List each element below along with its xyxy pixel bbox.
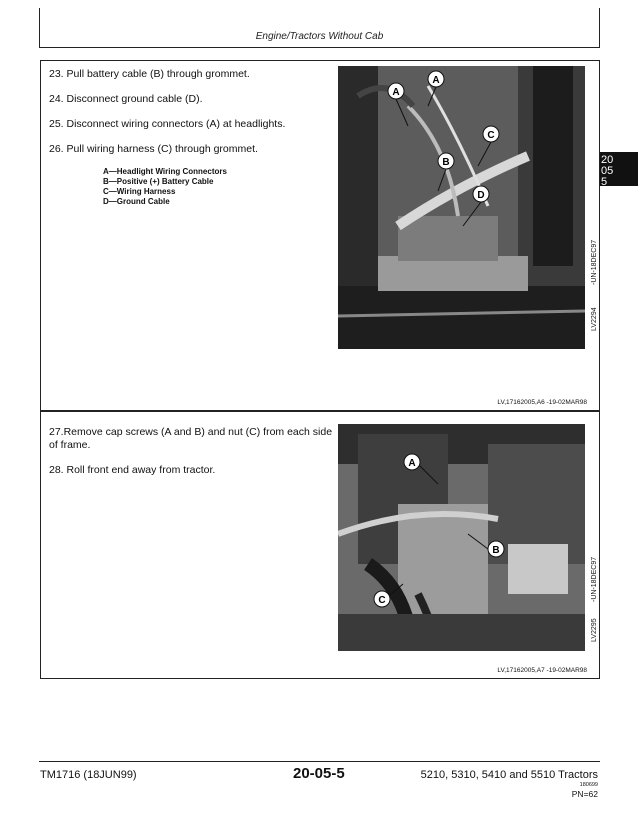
legend-item-a: A—Headlight Wiring Connectors xyxy=(103,167,227,176)
step-27: 27.Remove cap screws (A and B) and nut (C) from each side of frame. xyxy=(49,426,333,451)
photo-2-id: LV2295 xyxy=(591,618,598,642)
photo-1-id: LV2294 xyxy=(591,307,598,331)
step-23: 23. Pull battery cable (B) through grommet. xyxy=(49,68,250,80)
instruction-panel-1 xyxy=(40,60,600,411)
callout-a: A xyxy=(408,458,416,469)
step-28: 28. Roll front end away from tractor. xyxy=(49,464,216,476)
photo-1-date: -UN-18DEC97 xyxy=(591,239,598,285)
section-tab-line-3: 5 xyxy=(601,176,608,188)
legend-item-d: D—Ground Cable xyxy=(103,197,170,206)
header-rule xyxy=(39,47,600,48)
ref-code-2: LV,17162005,A7 -19-02MAR98 xyxy=(497,667,587,674)
callout-b: B xyxy=(492,545,500,556)
legend-item-c: C—Wiring Harness xyxy=(103,187,176,196)
step-25: 25. Disconnect wiring connectors (A) at headlights. xyxy=(49,118,286,130)
photo-2-date: -UN-18DEC97 xyxy=(591,556,598,602)
step-24: 24. Disconnect ground cable (D). xyxy=(49,93,203,105)
callout-a-2: A xyxy=(432,75,440,86)
ref-code-1: LV,17162005,A6 -19-02MAR98 xyxy=(497,399,587,406)
instruction-panel-2 xyxy=(40,411,600,679)
engine-wiring-illustration xyxy=(338,66,585,349)
legend-item-b: B—Positive (+) Battery Cable xyxy=(103,177,214,186)
pn-number: PN=62 xyxy=(571,789,598,799)
manual-code: TM1716 (18JUN99) xyxy=(40,769,137,781)
steps-list-2 xyxy=(49,426,334,489)
frame-cap-screws-photo xyxy=(338,424,585,651)
header-left-rule xyxy=(39,8,40,48)
step-26: 26. Pull wiring harness (C) through grommet. xyxy=(49,143,258,155)
footer-small-code: 180699 xyxy=(579,782,598,788)
callout-a-1: A xyxy=(392,87,400,98)
header-right-rule xyxy=(599,8,600,48)
tractor-models: 5210, 5310, 5410 and 5510 Tractors xyxy=(420,769,598,781)
callout-b: B xyxy=(442,157,450,168)
callout-c: C xyxy=(378,595,386,606)
frame-illustration xyxy=(338,424,585,651)
engine-wiring-photo xyxy=(338,66,585,349)
callout-c: C xyxy=(487,130,495,141)
section-tab xyxy=(599,152,638,186)
page-number: 20-05-5 xyxy=(293,765,345,782)
section-tab-line-2: 05 xyxy=(601,165,614,177)
page-header-title: Engine/Tractors Without Cab xyxy=(255,31,384,42)
section-tab-line-1: 20 xyxy=(601,154,614,166)
footer-rule xyxy=(39,761,600,762)
callout-legend xyxy=(103,167,227,207)
steps-list-1 xyxy=(49,68,334,168)
callout-d: D xyxy=(477,190,485,201)
